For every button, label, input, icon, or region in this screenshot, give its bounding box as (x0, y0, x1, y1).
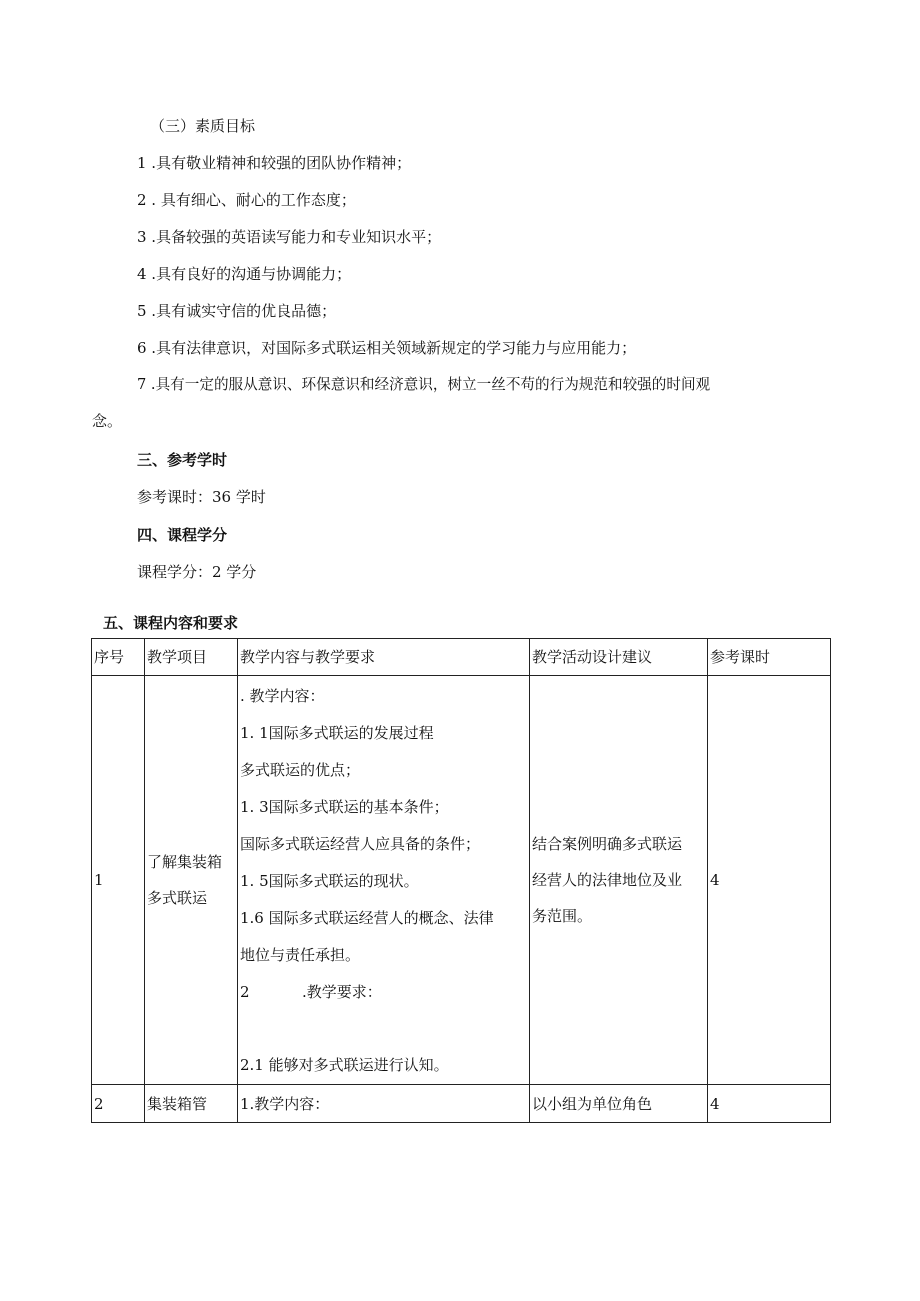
course-content-table (91, 638, 831, 1123)
quality-goals-heading: （三）素质目标 (150, 117, 256, 135)
row1-no: 1 (92, 676, 145, 1085)
row2-hours: 4 (708, 1085, 831, 1123)
table-row (92, 676, 831, 1085)
header-content: 教学内容与教学要求 (238, 639, 530, 676)
row1-content-line: 1.6 国际多式联运经营人的概念、法律 (240, 909, 494, 927)
credits-text: 课程学分：2 学分 (137, 563, 257, 581)
quality-goal-item-1: 1 .具有敬业精神和较强的团队协作精神； (137, 154, 412, 172)
hours-text: 参考课时：36 学时 (137, 488, 266, 506)
row1-content-line: 地位与责任承担。 (240, 946, 361, 964)
quality-goal-item-3: 3 .具备较强的英语读写能力和专业知识水平； (137, 228, 442, 246)
row1-activity-line: 结合案例明确多式联运 (532, 835, 683, 853)
credits-heading: 四、课程学分 (137, 526, 228, 544)
content-heading: 五、课程内容和要求 (103, 614, 239, 632)
row1-activity-line: 务范围。 (532, 907, 593, 925)
row1-content-line: 2 .教学要求： (240, 983, 382, 1001)
table-header-row (92, 639, 831, 676)
row1-content-line: 国际多式联运经营人应具备的条件； (240, 835, 481, 853)
table-row (92, 1085, 831, 1123)
row1-activity-line: 经营人的法律地位及业 (532, 871, 683, 889)
quality-goal-item-7-line1: 7 .具有一定的服从意识、环保意识和经济意识，树立一丝不苟的行为规范和较强的时间观 (137, 376, 711, 393)
row2-activity: 以小组为单位角色 (530, 1085, 708, 1123)
quality-goal-item-6: 6 .具有法律意识，对国际多式联运相关领域新规定的学习能力与应用能力； (137, 339, 637, 357)
row1-hours: 4 (708, 676, 831, 1085)
row1-content-line: 1. 1国际多式联运的发展过程 (240, 724, 434, 742)
row1-content-line: 2.1 能够对多式联运进行认知。 (240, 1056, 449, 1074)
row1-content-line: 1. 5国际多式联运的现状。 (240, 872, 419, 890)
row1-content-line (240, 1011, 529, 1047)
quality-goal-item-2: 2 . 具有细心、耐心的工作态度； (137, 191, 356, 209)
header-hours: 参考课时 (708, 639, 831, 676)
row1-project (145, 676, 238, 1085)
header-no: 序号 (92, 639, 145, 676)
hours-heading: 三、参考学时 (137, 451, 228, 469)
row2-project: 集装箱管 (145, 1085, 238, 1123)
quality-goal-item-4: 4 .具有良好的沟通与协调能力； (137, 265, 352, 283)
row1-content-line: 多式联运的优点； (240, 761, 361, 779)
row1-project-line: 了解集装箱 (147, 853, 223, 871)
quality-goal-item-7-line2: 念。 (92, 412, 123, 430)
row1-content-line: . 教学内容： (240, 687, 325, 705)
quality-goal-item-5: 5 .具有诚实守信的优良品德； (137, 302, 337, 320)
row2-no: 2 (92, 1085, 145, 1123)
row1-content-line: 1. 3国际多式联运的基本条件； (240, 798, 449, 816)
row2-content: 1.教学内容： (238, 1085, 530, 1123)
row1-content (238, 676, 530, 1085)
row1-activity (530, 676, 708, 1085)
row1-project-line: 多式联运 (147, 889, 208, 907)
header-project: 教学项目 (145, 639, 238, 676)
header-activity: 教学活动设计建议 (530, 639, 708, 676)
